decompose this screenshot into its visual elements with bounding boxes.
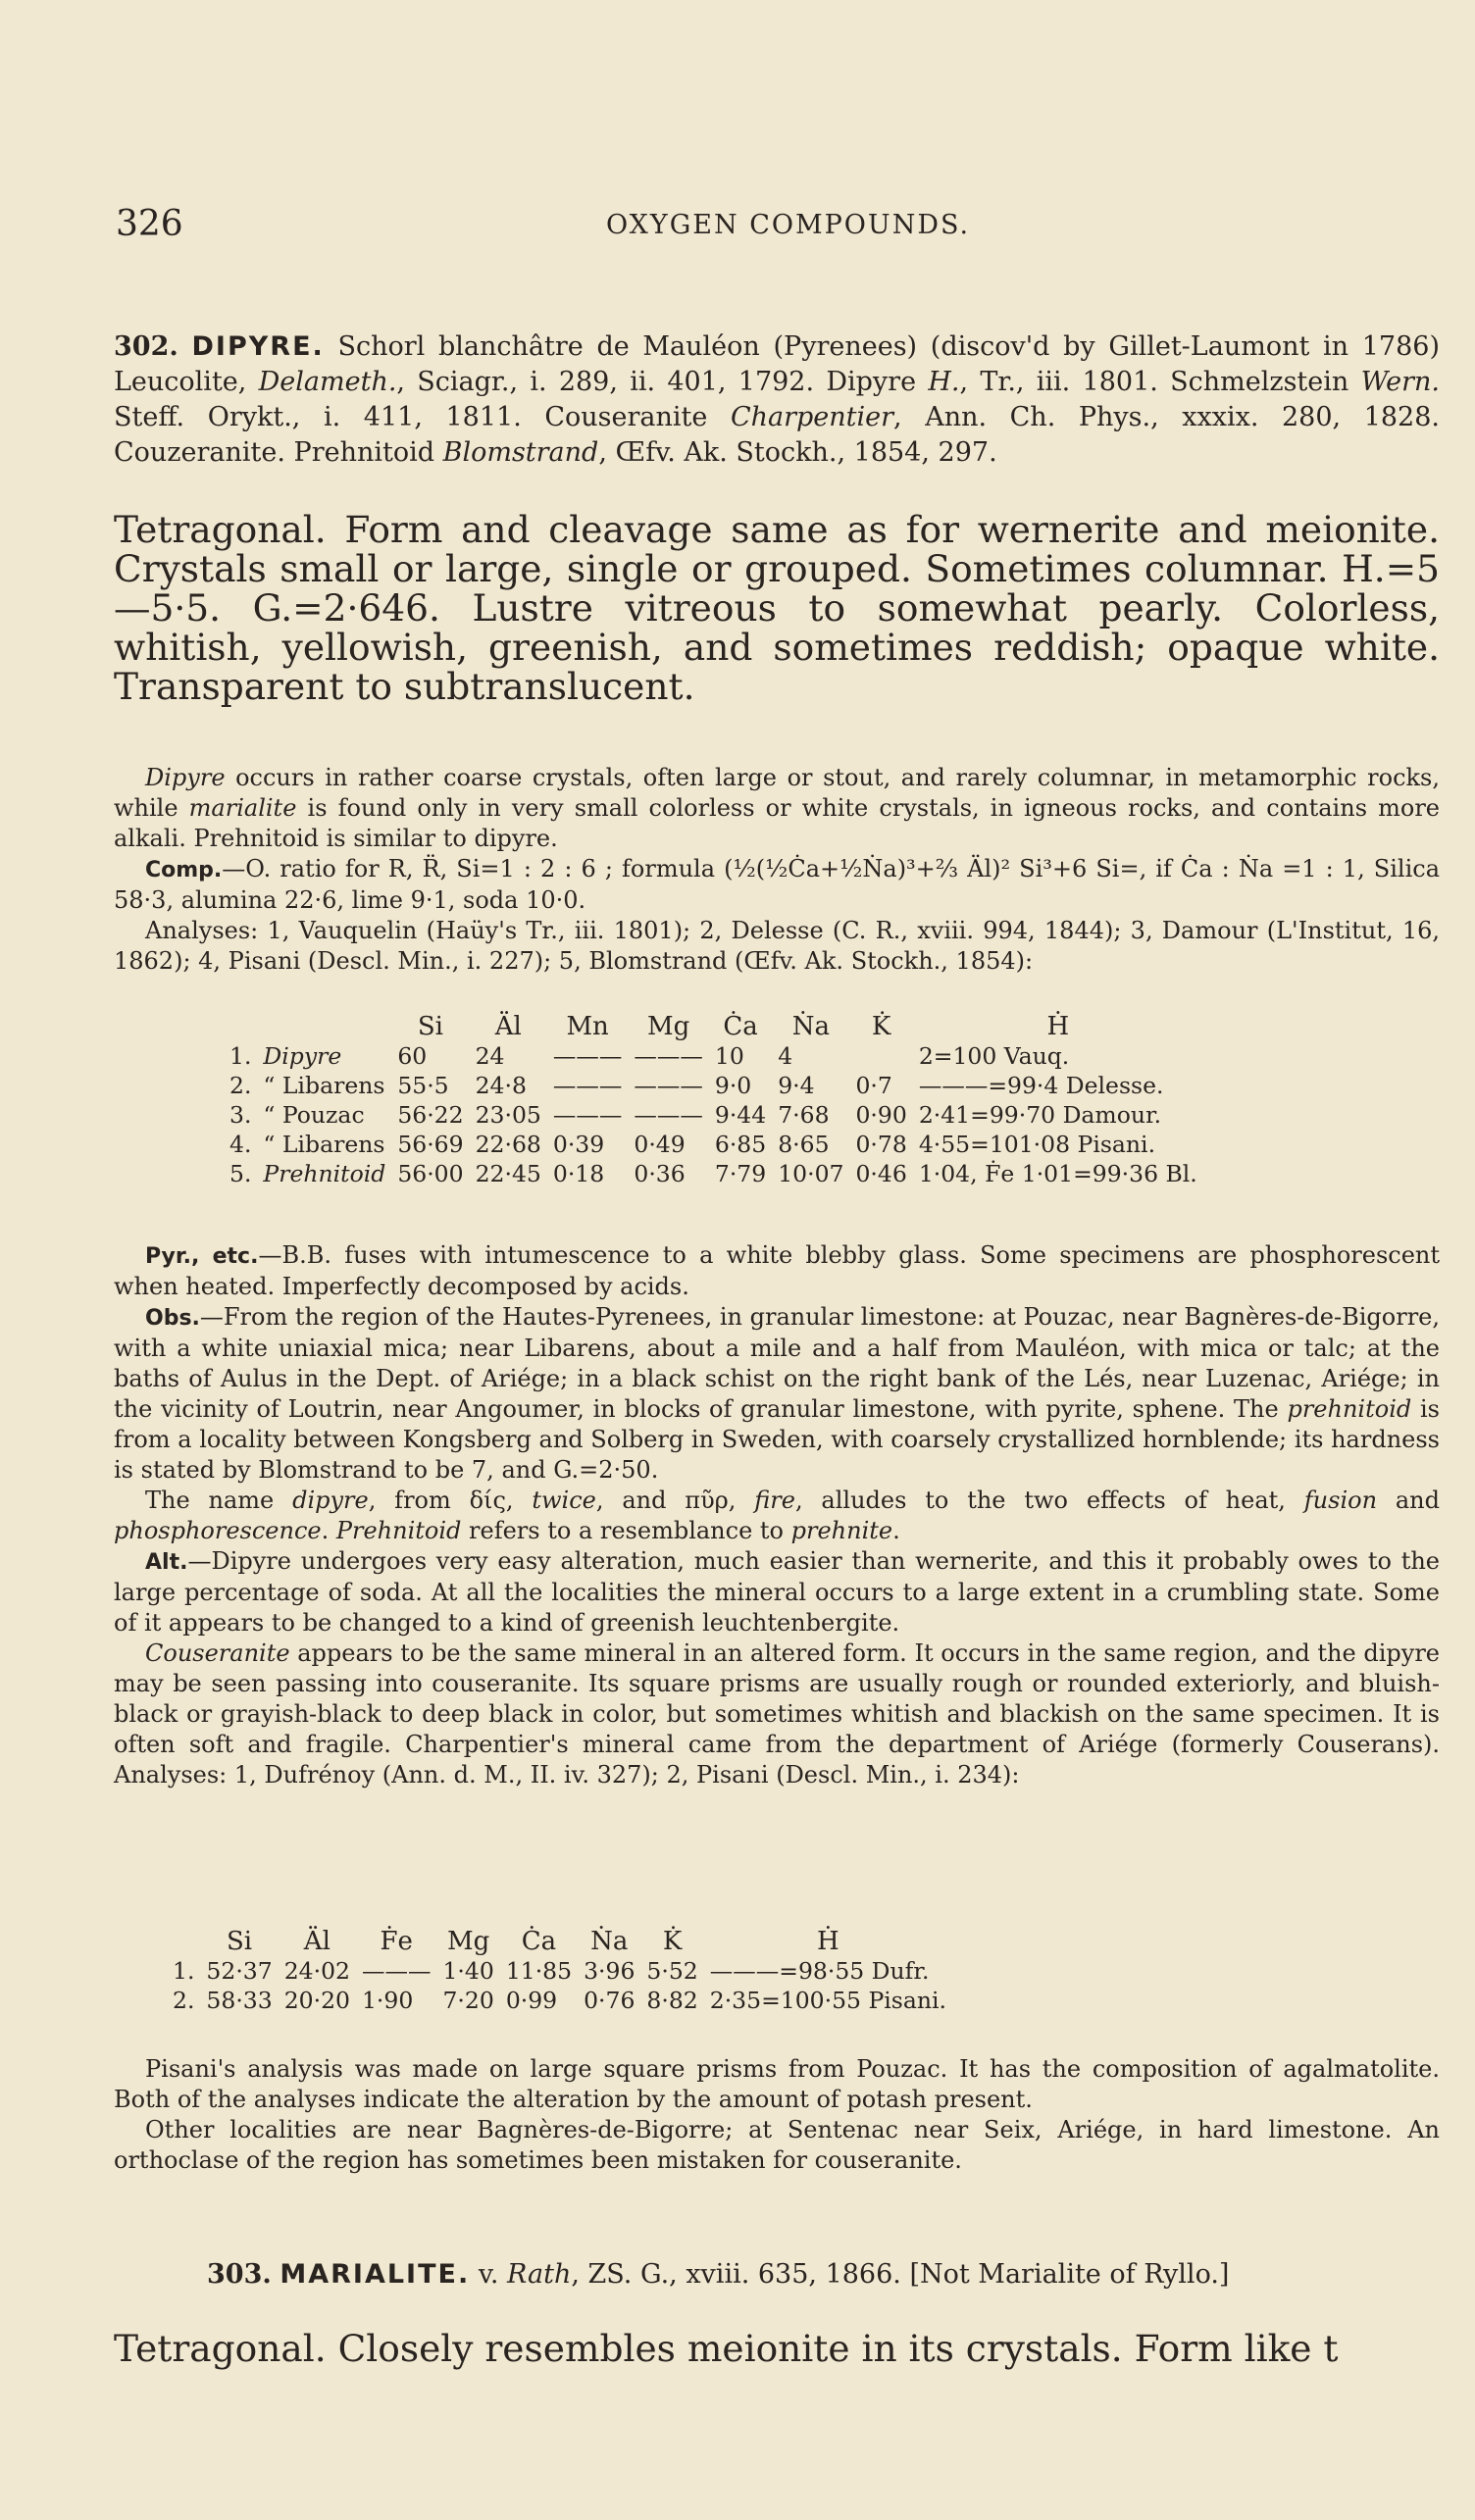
column-header: Mg (646, 1012, 690, 1041)
dipyre-synonymy (114, 329, 1440, 471)
page-number: 326 (116, 204, 183, 244)
running-head: OXYGEN COMPOUNDS. (606, 210, 971, 240)
dipyre-description (114, 510, 1440, 706)
table-row: 2. 58·33 20·20 1·90 7·20 0·99 0·76 8·82 2·35=100·55 Pisani. (173, 1987, 946, 2014)
couseranite-analyses-table (167, 1927, 952, 2015)
column-header: Si (417, 1012, 444, 1041)
species-number: 303. (207, 2259, 272, 2290)
column-header: K̇ (662, 1927, 683, 1956)
syn-text: Steff. Orykt., i. 411, 1811. Couseranite (114, 402, 731, 432)
syn-author: Blomstrand (442, 437, 599, 468)
syn-text: Schorl blanchâtre de Mauléon (Pyrenees) (discov'd by Gillet-Laumont in 1786) Leucolite, (114, 331, 1441, 397)
syn-author: Delameth. (258, 367, 397, 397)
table-row: 2. “ Libarens 55·5 24·8 ——— ——— 9·0 9·4 0·7 ———=99·4 Delesse. (229, 1072, 1164, 1099)
column-header (257, 1012, 391, 1041)
column-header: Ḟe (380, 1927, 413, 1956)
syn-author: H. (928, 367, 960, 397)
pisani-paragraph: Pisani's analysis was made on large square prisms from Pouzac. It has the composition of agalmatolite. Both of the analyses indicate the alteration by the amount of potash present. (114, 2055, 1440, 2113)
syn-author: Wern. (1360, 367, 1440, 397)
couseranite-paragraph: Couseranite appears to be the same mineral in an altered form. It occurs in the same region, and the dipyre may be seen passing into couseranite. Its square prisms are usually rough or rounded exteriorly, and bluish-black or grayish-black to deep black in color, but sometimes whitish and blackish on the same specimen. It is often soft and fragile. Charpentier's mineral came from the department of Ariége (formerly Couserans). Analyses: 1, Dufrénoy (Ann. d. M., II. iv. 327); 2, Pisani (Descl. Min., i. 234): (114, 1639, 1440, 1789)
alt-paragraph: Alt.—Dipyre undergoes very easy alteration, much easier than wernerite, and this it probably owes to the large percentage of soda. At all the localities the mineral occurs to a large extent in a crumbling state. Some of it appears to be changed to a kind of greenish leuchtenbergite. (114, 1547, 1440, 1637)
column-header (167, 1927, 200, 1956)
dipyre-notes-2 (114, 1240, 1440, 1790)
dipyre-notes-3 (114, 2054, 1440, 2176)
column-header: Mn (566, 1012, 609, 1041)
syn-author: Charpentier (730, 402, 894, 432)
column-header: Si (226, 1927, 253, 1956)
dipyre-notes (114, 763, 1440, 977)
species-number: 302. (114, 331, 178, 362)
page-header (116, 204, 1381, 253)
description-text: Tetragonal. Closely resembles meionite in its crystals. Form like t (114, 2327, 1339, 2370)
table-row: 4. “ Libarens 56·69 22·68 0·39 0·49 6·85 8·65 0·78 4·55=101·08 Pisani. (229, 1131, 1156, 1158)
column-header: Ċa (521, 1927, 557, 1956)
species-name: MARIALITE. (280, 2259, 471, 2290)
table-row: 5. Prehnitoid 56·00 22·45 0·18 0·36 7·79 10·07 0·46 1·04, Ḟe 1·01=99·36 Bl. (229, 1160, 1197, 1187)
name-paragraph: The name dipyre, from δίς, twice, and πῦρ, fire, alludes to the two effects of heat, fusion and phosphorescence. Prehnitoid refers to a resemblance to prehnite. (114, 1487, 1440, 1544)
pyr-paragraph: Pyr., etc.—B.B. fuses with intumescence to a white blebby glass. Some specimens are phosphorescent when heated. Imperfectly decomposed by acids. (114, 1241, 1441, 1300)
table-row: 1. Dipyre 60 24 ——— ——— 10 4 2=100 Vauq. (229, 1042, 1070, 1070)
syn-text: , Œfv. Ak. Stockh., 1854, 297. (598, 437, 997, 468)
column-header: Ḣ (1046, 1012, 1070, 1041)
column-header: Mg (447, 1927, 490, 1956)
localities-paragraph: Other localities are near Bagnères-de-Bigorre; at Sentenac near Seix, Ariége, in hard limestone. An orthoclase of the region has sometimes been mistaken for couseranite. (114, 2116, 1440, 2174)
column-header: Äl (303, 1927, 331, 1956)
column-header: Ḣ (817, 1927, 839, 1956)
composition-paragraph: Comp.—O. ratio for R, R̈, Si=1 : 2 : 6 ; formula (½(½Ċa+½Ṅa)³+⅔ Äl)² Si³+6 Si=, if Ċa : Ṅa =1 : 1, Silica 58·3, alumina 22·6, lime 9·1, soda 10·0. (114, 855, 1440, 914)
column-header (224, 1012, 257, 1041)
column-header: Ṅa (791, 1012, 830, 1041)
dipyre-analyses-table (224, 1012, 1203, 1188)
obs-paragraph: Obs.—From the region of the Hautes-Pyrenees, in granular limestone: at Pouzac, near Bagnères-de-Bigorre, with a white uniaxial mica; near Libarens, about a mile and a half from Mauléon, with mica or talc; at the baths of Aulus in the Dept. of Ariége; in a black schist on the right bank of the Lés, near Luzenac, Ariége; in the vicinity of Loutrin, near Angoumer, in blocks of granular limestone, with pyrite, sphene. The prehnitoid is from a locality between Kongsberg and Solberg in Sweden, with coarsely crystallized hornblende; its hardness is stated by Blomstrand to be 7, and G.=2·50. (114, 1303, 1440, 1484)
column-header: Ċa (723, 1012, 758, 1041)
marialite-heading: 303. MARIALITE. v. Rath, ZS. G., xviii. 635, 1866. [Not Marialite of Ryllo.] (207, 2259, 1230, 2290)
column-header: Äl (494, 1012, 522, 1041)
syn-text: , Sciagr., i. 289, ii. 401, 1792. Dipyre (396, 367, 929, 397)
species-name: DIPYRE. (191, 331, 325, 362)
syn-text: , Tr., iii. 1801. Schmelzstein (959, 367, 1361, 397)
occurrence-paragraph: Dipyre occurs in rather coarse crystals, often large or stout, and rarely columnar, in metamorphic rocks, while marialite is found only in very small colorless or white crystals, in igneous rocks, and contains more alkali. Prehnitoid is similar to dipyre. (114, 764, 1440, 852)
column-header: K̇ (871, 1012, 891, 1041)
column-header: Ṅa (590, 1927, 629, 1956)
syn-text: , Ann. Ch. Phys., xxxix. 280, 1828. Couzeranite. Prehnitoid (114, 402, 1440, 468)
marialite-description (114, 2326, 1440, 2371)
analyses-intro: Analyses: 1, Vauquelin (Haüy's Tr., iii. 1801); 2, Delesse (C. R., xviii. 994, 1844); 3, Damour (L'Institut, 16, 1862); 4, Pisani (Descl. Min., i. 227); 5, Blomstrand (Œfv. Ak. Stockh., 1854): (114, 917, 1440, 975)
table-row: 1. 52·37 24·02 ——— 1·40 11·85 3·96 5·52 ———=98·55 Dufr. (173, 1957, 930, 1985)
table-row: 3. “ Pouzac 56·22 23·05 ——— ——— 9·44 7·68 0·90 2·41=99·70 Damour. (229, 1101, 1162, 1129)
description-text: Tetragonal. Form and cleavage same as for wernerite and meionite. Crystals small or large, single or grouped. Sometimes columnar. H.=5—5·5. G.=2·646. Lustre vitreous to somewhat pearly. Colorless, whitish, yellowish, greenish, and sometimes reddish; opaque white. Transparent to subtranslucent. (114, 508, 1440, 708)
